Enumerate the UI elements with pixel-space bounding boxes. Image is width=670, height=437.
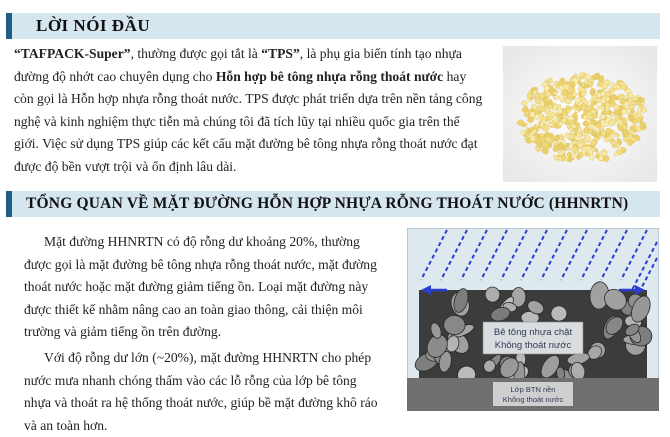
overview-paragraph-1: Mặt đường HHNRTN có độ rỗng dư khoảng 20%, thường được gọi là mặt đường bê tông nhựa rỗng thoát nước, mặt đường thoát nước hoặc mặt đường giảm tiếng ồn. Loại mặt đường này được thiết kế nhằm nâng cao an toàn giao thông, cải thiện môi trường và giảm tiếng ồn trên đường.	[24, 234, 377, 339]
base-label-1: Lớp BTN nền	[510, 385, 556, 394]
pellet	[599, 81, 602, 86]
pellet	[521, 101, 527, 106]
pellet	[638, 107, 642, 114]
pellet	[630, 126, 635, 131]
pellet	[627, 98, 633, 105]
pellet	[561, 155, 565, 160]
intro-paragraph	[14, 43, 486, 178]
pellet	[548, 123, 554, 127]
pellet	[622, 129, 629, 135]
mix-name: Hỗn hợp bê tông nhựa rỗng thoát nước	[215, 68, 444, 84]
pellet	[553, 95, 559, 100]
tps-pellets-photo	[503, 46, 657, 182]
pellet	[567, 116, 574, 120]
pellet	[620, 84, 627, 90]
intro-text-2: , là phụ gia biến tính tạo nhựa đường độ nhớt cao chuyên dụng cho	[14, 46, 462, 84]
pellet	[605, 105, 609, 112]
pellet	[627, 140, 633, 146]
intro-text-3: hay còn gọi là Hỗn hợp nhựa rỗng thoát nước. TPS được phát triển dựa trên nền tảng công nghệ và kinh nghiệm thực tiễn mà chúng tôi đã tích lũy tại nhiều quốc gia trên thế giới. Việc sử dụng TPS giúp các kết cấu mặt đường bê tông nhựa rỗng thoát nước đạt được độ bền vượt trội và ổn định lâu dài.	[14, 68, 483, 174]
overview-heading: TỔNG QUAN VỀ MẶT ĐƯỜNG HỖN HỢP NHỰA RỖNG THOÁT NƯỚC (HHNRTN)	[6, 191, 660, 217]
pellet	[620, 99, 626, 104]
base-label-2: Không thoát nước	[502, 395, 564, 404]
pellet	[547, 133, 553, 137]
intro-heading: LỜI NÓI ĐẦU	[6, 13, 660, 39]
stone	[551, 306, 567, 321]
porous-label-1: Bê tông nhựa chặt	[493, 327, 573, 338]
pellet	[608, 120, 613, 126]
intro-text-1: , thường được gọi tắt là	[130, 46, 262, 61]
porous-label-2: Không thoát nước	[494, 340, 572, 351]
brand-name: “TAFPACK-Super”	[14, 46, 131, 61]
pellet	[527, 93, 532, 99]
pellet	[584, 127, 590, 134]
porous-pavement-diagram	[407, 228, 659, 411]
overview-paragraph-2: Với độ rỗng dư lớn (~20%), mặt đường HHNRTN cho phép nước mưa nhanh chóng thấm vào các lỗ rỗng của lớp bê tông nhựa và thoát ra hệ thống thoát nước, giúp bề mặt đường khô ráo và an toàn hơn.	[24, 350, 378, 433]
brand-abbr: “TPS”	[261, 46, 300, 61]
